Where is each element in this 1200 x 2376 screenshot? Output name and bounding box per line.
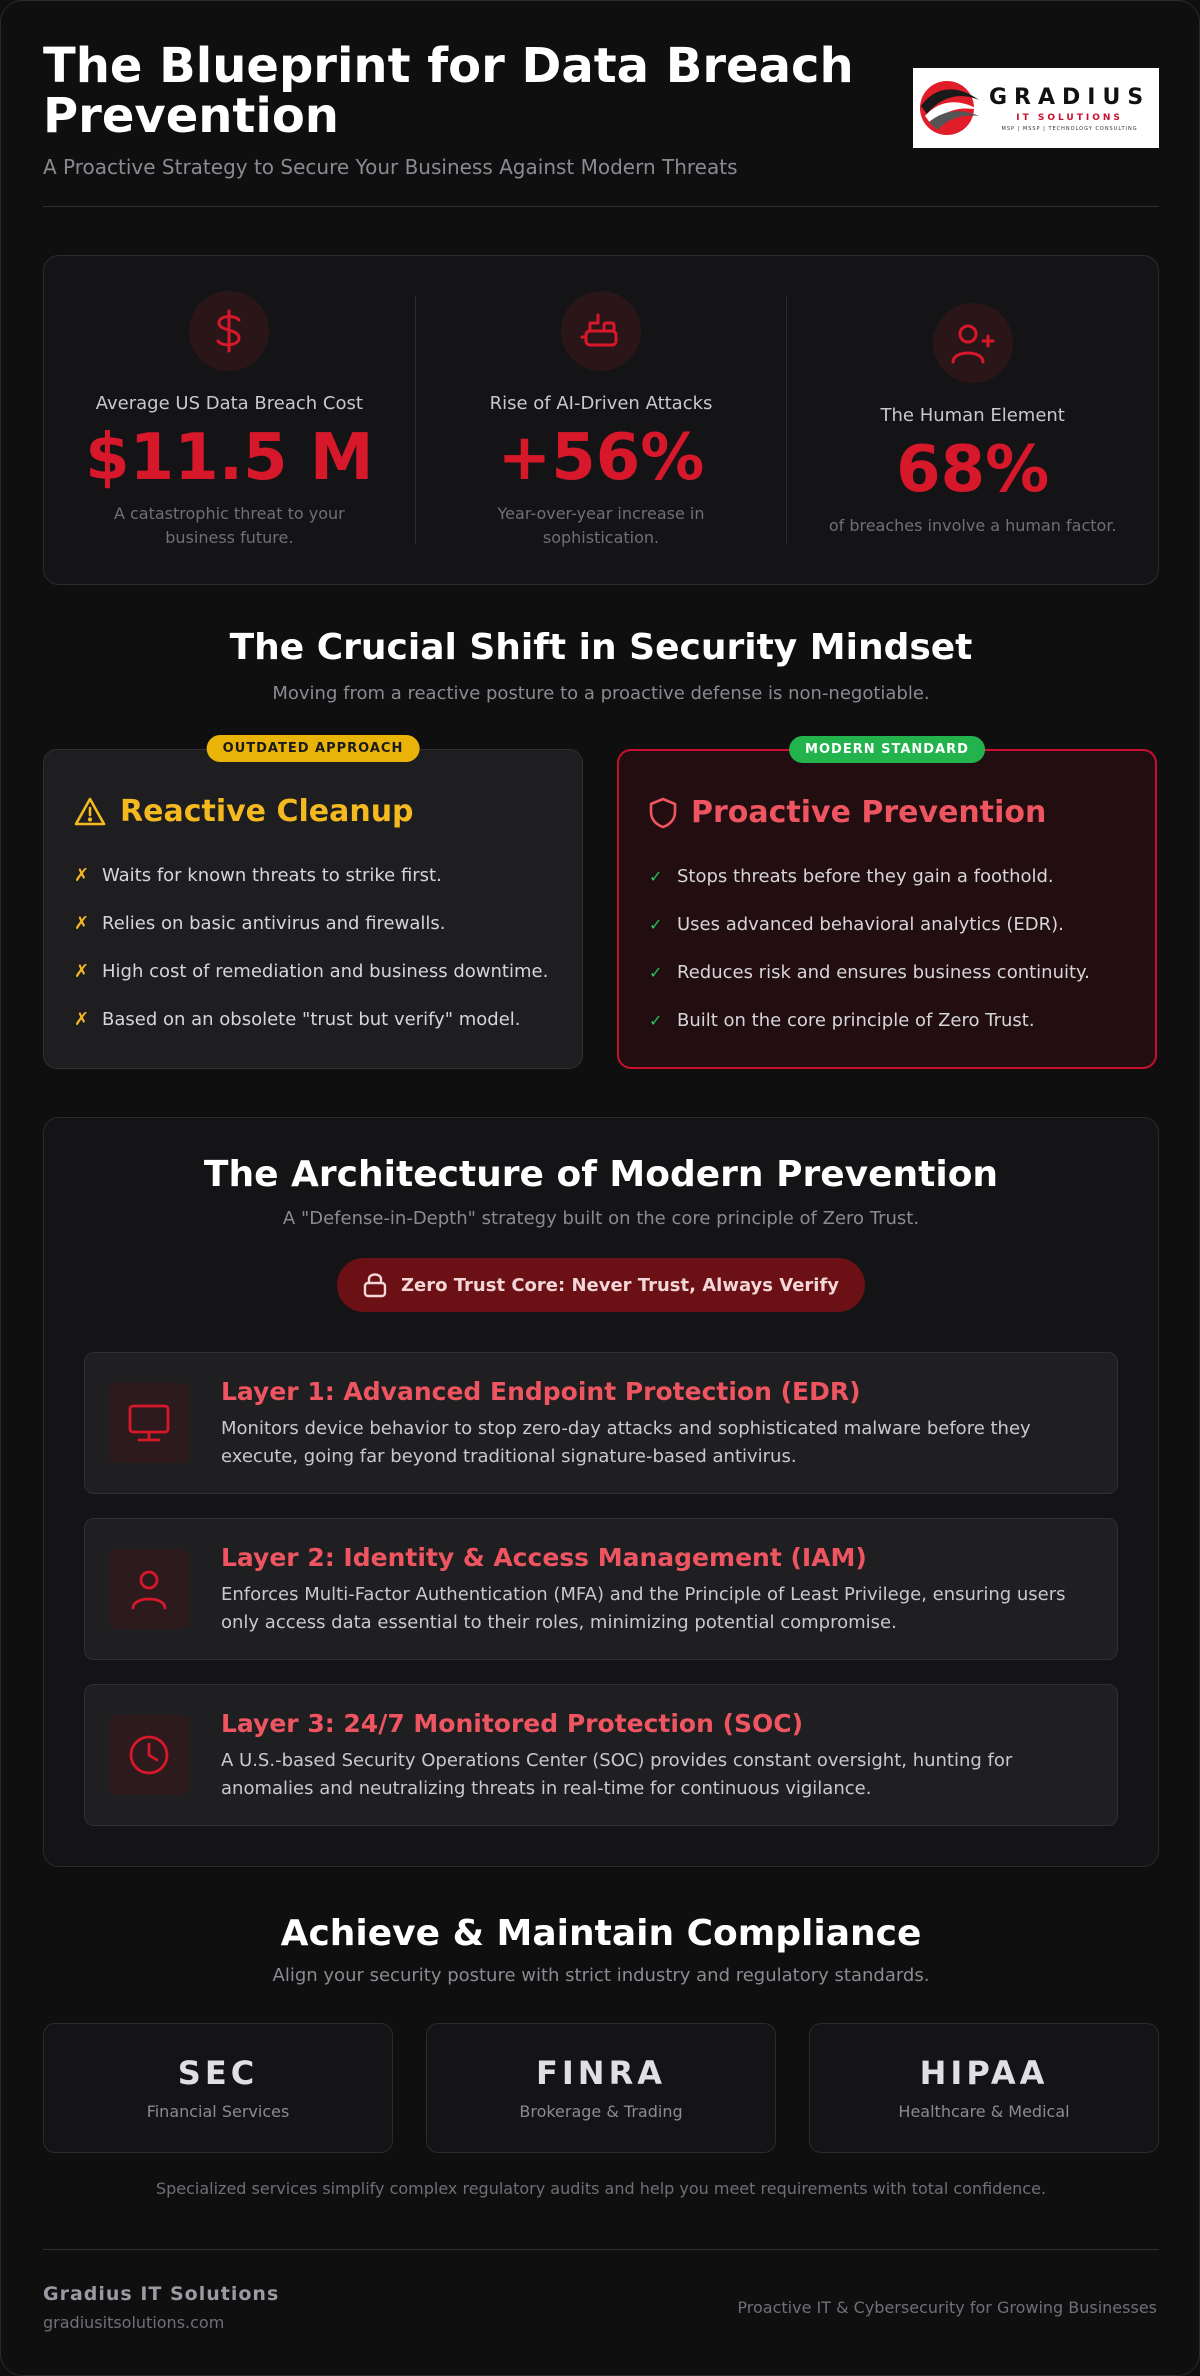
layer-desc: A U.S.-based Security Operations Center (SOC) provides constant oversight, hunting for anomalies and neutralizing threats in real-time for continuous vigilance. (221, 1750, 1013, 1799)
page-title: The Blueprint for Data Breach Prevention (43, 38, 854, 144)
page-subtitle: A Proactive Strategy to Secure Your Business Against Modern Threats (43, 155, 738, 179)
layer-desc: Enforces Multi-Factor Authentication (MFA) and the Principle of Least Privilege, ensuring users only access data essential to their roles, minimizing potential compromise. (221, 1584, 1066, 1633)
dollar-icon (189, 291, 269, 371)
warning-icon (74, 797, 106, 827)
user-plus-icon (933, 303, 1013, 383)
monitor-icon (109, 1383, 189, 1463)
reactive-title: Reactive Cleanup (120, 794, 414, 829)
robot-icon (561, 291, 641, 371)
list-item: ✗ Relies on basic antivirus and firewalls. (74, 912, 446, 934)
layer-title: Layer 1: Advanced Endpoint Protection (EDR) (221, 1377, 861, 1406)
modern-badge: MODERN STANDARD (789, 736, 985, 763)
shift-title: The Crucial Shift in Security Mindset (229, 627, 973, 668)
list-item: ✓ Uses advanced behavioral analytics (EDR). (649, 913, 1064, 935)
cross-icon: ✗ (74, 960, 90, 982)
list-item: ✓ Stops threats before they gain a foothold. (649, 865, 1054, 887)
stat-human-element (787, 256, 1158, 584)
architecture-title: The Architecture of Modern Prevention (203, 1154, 999, 1195)
stat-value: $11.5 M (85, 420, 374, 495)
layer-card-soc (84, 1684, 1118, 1826)
architecture-subtitle: A "Defense-in-Depth" strategy built on the core principle of Zero Trust. (282, 1208, 920, 1229)
compliance-card-sec (43, 2023, 393, 2153)
list-item: ✓ Built on the core principle of Zero Trust. (649, 1009, 1035, 1031)
shield-icon (649, 797, 677, 829)
stat-desc: Year-over-year increase in sophistication. (497, 503, 705, 547)
layer-desc: Monitors device behavior to stop zero-day attacks and sophisticated malware before they execute, going far beyond traditional signature-based antivirus. (221, 1418, 1031, 1467)
stat-ai-attacks (416, 256, 787, 584)
logo-name: GRADIUS (989, 84, 1151, 110)
clock-icon (109, 1715, 189, 1795)
stat-label: Average US Data Breach Cost (95, 392, 363, 414)
compliance-name: SEC (177, 2054, 259, 2092)
reactive-card (43, 741, 583, 1069)
compliance-card-finra (426, 2023, 776, 2153)
zero-trust-pill (337, 1258, 865, 1312)
cross-icon: ✗ (74, 864, 90, 886)
user-icon (109, 1549, 189, 1629)
compliance-card-hipaa (809, 2023, 1159, 2153)
footer-url-link[interactable]: gradiusitsolutions.com (43, 2313, 225, 2332)
proactive-list (649, 852, 1125, 1044)
compliance-desc: Financial Services (146, 2102, 290, 2121)
list-item: ✗ Waits for known threats to strike first. (74, 864, 442, 886)
compliance-desc: Healthcare & Medical (898, 2102, 1070, 2121)
stat-value: 68% (896, 432, 1050, 507)
logo-swoosh-icon (917, 76, 981, 140)
cross-icon: ✗ (74, 1008, 90, 1030)
proactive-card (617, 742, 1157, 1069)
list-item: ✓ Reduces risk and ensures business continuity. (649, 961, 1090, 983)
footer-tagline: Proactive IT & Cybersecurity for Growing Businesses (737, 2298, 1157, 2317)
zero-trust-label: Zero Trust Core: Never Trust, Always Verify (400, 1274, 840, 1296)
check-icon: ✓ (649, 1010, 663, 1030)
outdated-badge: OUTDATED APPROACH (207, 735, 420, 762)
shift-subtitle: Moving from a reactive posture to a proactive defense is non-negotiable. (272, 683, 930, 704)
compliance-name: FINRA (536, 2054, 666, 2092)
header-divider (43, 206, 1159, 207)
logo-tagline: MSP | MSSP | TECHNOLOGY CONSULTING (1001, 125, 1138, 132)
footer-divider (43, 2249, 1159, 2250)
cross-icon: ✗ (74, 912, 90, 934)
compliance-title: Achieve & Maintain Compliance (280, 1913, 922, 1954)
list-item: ✗ Based on an obsolete "trust but verify" model. (74, 1008, 521, 1030)
list-item: ✗ High cost of remediation and business downtime. (74, 960, 549, 982)
logo-sub: IT SOLUTIONS (1016, 112, 1123, 123)
reactive-list (74, 851, 552, 1043)
stat-label: The Human Element (880, 404, 1065, 426)
layer-card-iam (84, 1518, 1118, 1660)
stat-label: Rise of AI-Driven Attacks (489, 392, 713, 414)
layer-title: Layer 3: 24/7 Monitored Protection (SOC) (221, 1709, 804, 1738)
stat-desc: A catastrophic threat to your business future. (113, 503, 345, 547)
compliance-note: Specialized services simplify complex regulatory audits and help you meet requirements with total confidence. (155, 2179, 1047, 2198)
company-logo[interactable] (913, 68, 1159, 148)
compliance-name: HIPAA (919, 2054, 1049, 2092)
stat-desc: of breaches involve a human factor. (828, 515, 1117, 535)
footer-company: Gradius IT Solutions (43, 2283, 280, 2305)
compliance-subtitle: Align your security posture with strict industry and regulatory standards. (272, 1965, 930, 1986)
check-icon: ✓ (649, 866, 663, 886)
check-icon: ✓ (649, 914, 663, 934)
proactive-title: Proactive Prevention (691, 795, 1047, 830)
stat-breach-cost (44, 256, 415, 584)
header (43, 38, 1159, 207)
stats-panel (43, 255, 1159, 585)
lock-icon (363, 1272, 387, 1298)
layer-card-edr (84, 1352, 1118, 1494)
stat-value: +56% (497, 420, 705, 495)
layer-title: Layer 2: Identity & Access Management (IAM) (221, 1543, 867, 1572)
check-icon: ✓ (649, 962, 663, 982)
architecture-panel (43, 1117, 1159, 1867)
compliance-desc: Brokerage & Trading (519, 2102, 683, 2121)
